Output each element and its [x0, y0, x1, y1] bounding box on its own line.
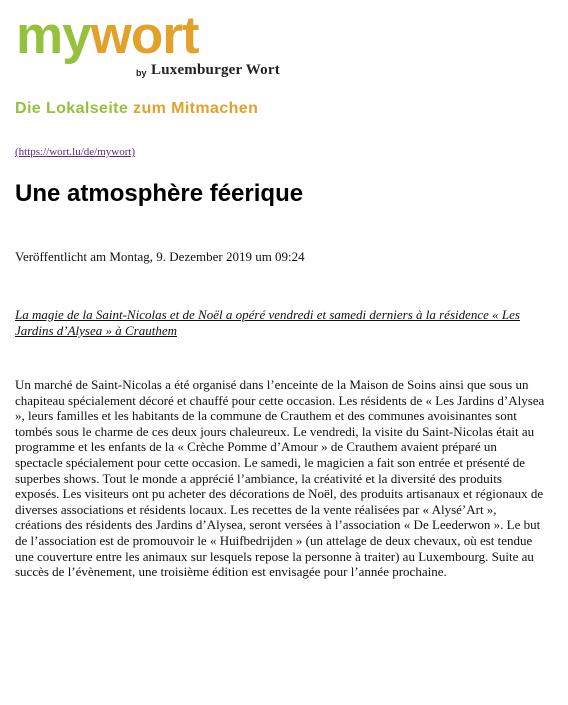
logo-wordmark	[16, 6, 198, 66]
logo-part-wort: wort	[90, 6, 199, 65]
publish-date: Veröffentlicht am Montag, 9. Dezember 2019 um 09:24	[15, 249, 305, 264]
tagline	[15, 100, 258, 118]
article-body: Un marché de Saint-Nicolas a été organisé dans l’enceinte de la Maison de Soins ainsi que sous un chapiteau spécialement décoré et chauffé pour cette occasion. Les résidents de « Les Jardins d’Alysea », leurs familles et les habitants de la commune de Crauthem et des communes avoisinantes sont tombés sous le charme de ces deux jours chaleureux. Le vendredi, la visite du Saint-Nicolas était au programme et les enfants de la « Crèche Pomme d’Amour » de Crauthem avaient préparé un spectacle spécialement pour cette occasion. Le samedi, le magicien a fait son entrée et présenté de superbes shows. Tout le monde a apprécié l’ambiance, la créativité et la diversité des produits exposés. Les visiteurs ont pu acheter des décorations de Noël, des produits artisanaux et régionaux de diverses associations et résidents locaux. Les recettes de la vente réalisées par « Alysé’Art », créations des résidents des Jardins d’Alysea, seront versées à l’association « De Leederwon ». Le but de l’association est de promouvoir le « Huifbedrijden » (un attelage de deux chevaux, où est tendue une couverture entre les animaux sur lesquels repose la personne à traiter) au Luxembourg. Suite au succès de l’évènement, une troisième édition est envisagée pour l’année prochaine.	[15, 377, 545, 580]
tagline-part2: zum Mitmachen	[133, 100, 259, 117]
article-lead: La magie de la Saint-Nicolas et de Noël a opéré vendredi et samedi derniers à la résidence « Les Jardins d’Alysea » à Crauthem	[15, 307, 520, 338]
tagline-part1: Die Lokalseite	[15, 100, 134, 117]
source-link[interactable]: (https://wort.lu/de/mywort)	[15, 146, 136, 158]
logo-by: by	[136, 68, 147, 78]
logo-brand: Luxemburger Wort	[151, 62, 280, 78]
mywort-logo	[16, 6, 286, 82]
article-headline: Une atmosphère féerique	[15, 180, 304, 207]
logo-part-my: my	[16, 6, 91, 65]
